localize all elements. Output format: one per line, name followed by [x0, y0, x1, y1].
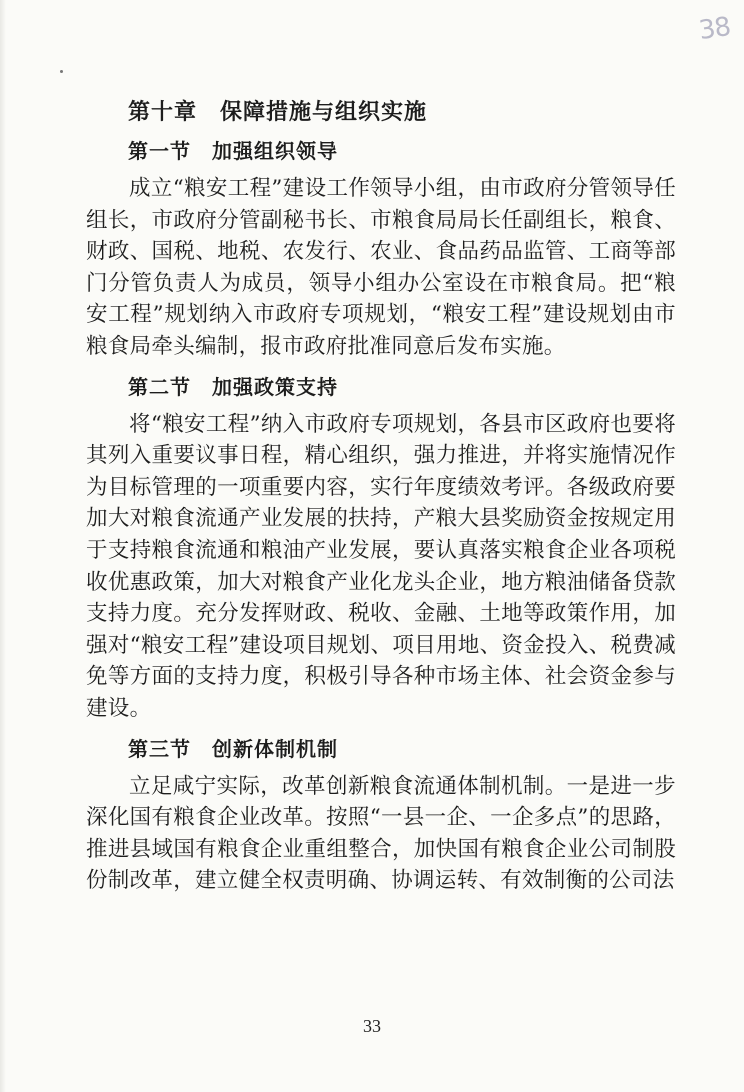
section-title-2: 第二节 加强政策支持 [128, 374, 338, 399]
section-paragraph-3: 立足咸宁实际，改革创新粮食流通体制机制。一是进一步深化国有粮食企业改革。按照“一县一企、一企多点”的思路，推进县域国有粮食企业重组整合，加快国有粮食企业公司制股份制改革，建立健全权责明确、协调运转、有效制衡的公司法 [86, 773, 676, 894]
scan-speck [60, 70, 63, 73]
page-number: 33 [363, 1016, 381, 1036]
document-body [86, 98, 676, 907]
chapter-title: 第十章 保障措施与组织实施 [128, 100, 428, 125]
section-paragraph-1: 成立“粮安工程”建设工作领导小组，由市政府分管领导任组长，市政府分管副秘书长、市粮食局局长任副组长，粮食、财政、国税、地税、农发行、农业、食品药品监管、工商等部门分管负责人为成员，领导小组办公室设在市粮食局。把“粮安工程”规划纳入市政府专项规划，“粮安工程”建设规划由市粮食局牵头编制，报市政府批准同意后发布实施。 [86, 176, 676, 359]
section-title-1: 第一节 加强组织领导 [128, 139, 338, 163]
handwritten-page-mark: 38 [696, 11, 732, 47]
section-title-3: 第三节 创新体制机制 [128, 736, 338, 761]
section-paragraph-2: 将“粮安工程”纳入市政府专项规划，各县市区政府也要将其列入重要议事日程，精心组织，强力推进，并将实施情况作为目标管理的一项重要内容，实行年度绩效考评。各级政府要加大对粮食流通产业发展的扶持，产粮大县奖励资金按规定用于支持粮食流通和粮油产业发展，要认真落实粮食企业各项税收优惠政策，加大对粮食产业化龙头企业，地方粮油储备贷款支持力度。充分发挥财政、税收、金融、土地等政策作用，加强对“粮安工程”建设项目规划、项目用地、资金投入、税费减免等方面的支持力度，积极引导各种市场主体、社会资金参与建设。 [86, 411, 676, 721]
scan-edge-shadow [0, 0, 6, 1092]
